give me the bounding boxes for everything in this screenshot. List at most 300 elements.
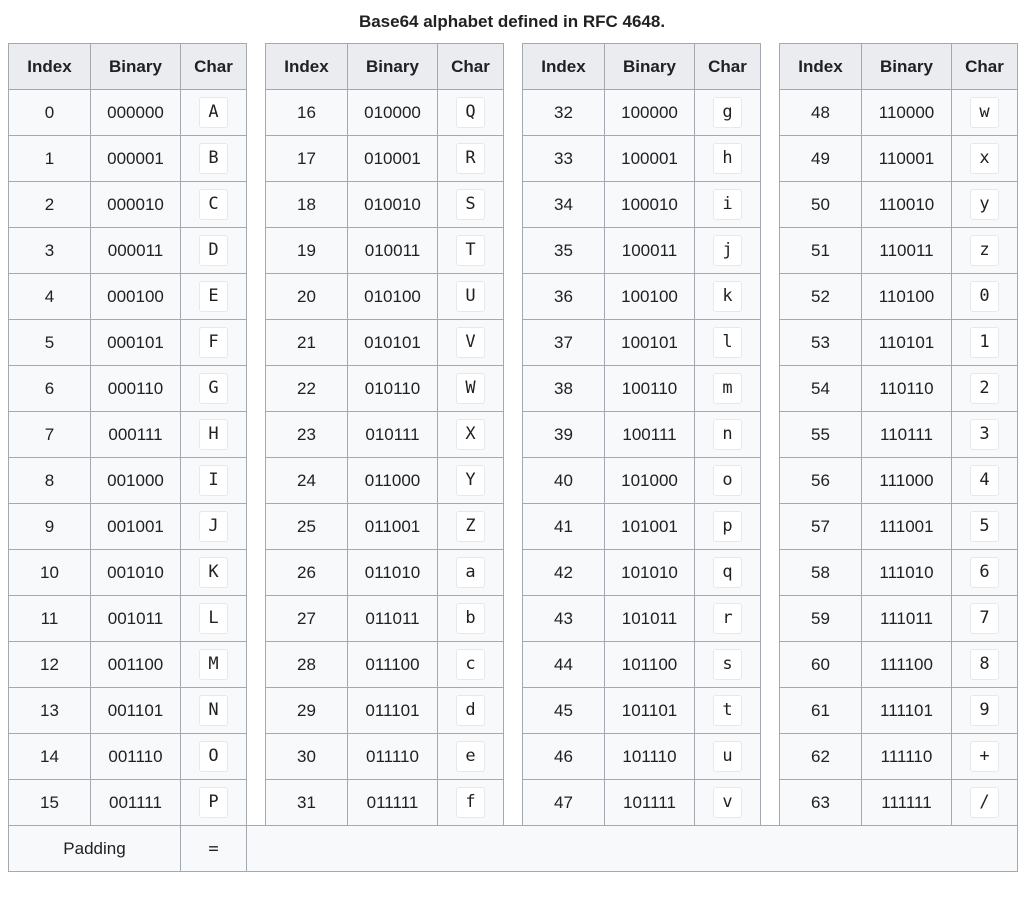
binary-cell: 110111 xyxy=(862,412,952,458)
spacer-cell xyxy=(761,320,780,366)
index-cell: 63 xyxy=(780,780,862,826)
index-cell: 39 xyxy=(523,412,605,458)
char-box: 0 xyxy=(970,281,998,312)
index-cell: 57 xyxy=(780,504,862,550)
spacer-cell xyxy=(247,780,266,826)
index-cell: 31 xyxy=(266,780,348,826)
spacer-cell xyxy=(504,274,523,320)
char-cell xyxy=(181,228,247,274)
binary-cell: 111001 xyxy=(862,504,952,550)
char-box: r xyxy=(713,603,741,634)
binary-cell: 010000 xyxy=(348,90,438,136)
index-cell: 46 xyxy=(523,734,605,780)
spacer-cell xyxy=(247,182,266,228)
header-char: Char xyxy=(181,44,247,90)
index-cell: 35 xyxy=(523,228,605,274)
char-box: 2 xyxy=(970,373,998,404)
char-cell xyxy=(695,688,761,734)
binary-cell: 011110 xyxy=(348,734,438,780)
index-cell: 20 xyxy=(266,274,348,320)
spacer-cell xyxy=(761,274,780,320)
char-box: h xyxy=(713,143,741,174)
char-box: c xyxy=(456,649,484,680)
char-cell xyxy=(952,136,1018,182)
table-row xyxy=(9,458,1018,504)
binary-cell: 001010 xyxy=(91,550,181,596)
char-box: E xyxy=(199,281,227,312)
char-box: i xyxy=(713,189,741,220)
binary-cell: 001100 xyxy=(91,642,181,688)
binary-cell: 110101 xyxy=(862,320,952,366)
char-cell xyxy=(438,734,504,780)
spacer-cell xyxy=(247,734,266,780)
binary-cell: 001110 xyxy=(91,734,181,780)
table-caption: Base64 alphabet defined in RFC 4648. xyxy=(358,12,666,31)
spacer-cell xyxy=(504,688,523,734)
char-cell xyxy=(438,320,504,366)
index-cell: 58 xyxy=(780,550,862,596)
table-row xyxy=(9,734,1018,780)
char-box: u xyxy=(713,741,741,772)
header-char: Char xyxy=(438,44,504,90)
char-cell xyxy=(181,596,247,642)
index-cell: 62 xyxy=(780,734,862,780)
header-row xyxy=(9,44,1018,90)
char-cell xyxy=(438,136,504,182)
binary-cell: 111010 xyxy=(862,550,952,596)
char-cell xyxy=(952,412,1018,458)
char-cell xyxy=(695,504,761,550)
binary-cell: 100101 xyxy=(605,320,695,366)
char-box: D xyxy=(199,235,227,266)
binary-cell: 011010 xyxy=(348,550,438,596)
spacer-cell xyxy=(504,320,523,366)
char-box: d xyxy=(456,695,484,726)
char-cell xyxy=(181,642,247,688)
index-cell: 7 xyxy=(9,412,91,458)
padding-row xyxy=(9,826,1018,872)
char-cell xyxy=(952,182,1018,228)
index-cell: 47 xyxy=(523,780,605,826)
binary-cell: 001000 xyxy=(91,458,181,504)
index-cell: 60 xyxy=(780,642,862,688)
table-row xyxy=(9,504,1018,550)
char-cell xyxy=(181,182,247,228)
binary-cell: 010111 xyxy=(348,412,438,458)
char-cell xyxy=(695,228,761,274)
char-box: B xyxy=(199,143,227,174)
spacer-cell xyxy=(504,44,523,90)
char-cell xyxy=(438,228,504,274)
char-cell xyxy=(695,274,761,320)
char-box: L xyxy=(199,603,227,634)
char-box: Y xyxy=(456,465,484,496)
index-cell: 23 xyxy=(266,412,348,458)
binary-cell: 001101 xyxy=(91,688,181,734)
binary-cell: 010110 xyxy=(348,366,438,412)
header-binary: Binary xyxy=(605,44,695,90)
index-cell: 29 xyxy=(266,688,348,734)
binary-cell: 001111 xyxy=(91,780,181,826)
char-cell xyxy=(952,734,1018,780)
binary-cell: 110100 xyxy=(862,274,952,320)
char-box: n xyxy=(713,419,741,450)
binary-cell: 010100 xyxy=(348,274,438,320)
char-cell xyxy=(438,688,504,734)
table-row xyxy=(9,366,1018,412)
char-box: j xyxy=(713,235,741,266)
table-row xyxy=(9,136,1018,182)
index-cell: 16 xyxy=(266,90,348,136)
char-box: v xyxy=(713,787,741,818)
index-cell: 30 xyxy=(266,734,348,780)
index-cell: 5 xyxy=(9,320,91,366)
spacer-cell xyxy=(504,504,523,550)
header-binary: Binary xyxy=(91,44,181,90)
char-box: 9 xyxy=(970,695,998,726)
char-box: P xyxy=(199,787,227,818)
binary-cell: 100011 xyxy=(605,228,695,274)
table-row xyxy=(9,596,1018,642)
spacer-cell xyxy=(247,228,266,274)
spacer-cell xyxy=(247,274,266,320)
char-cell xyxy=(438,780,504,826)
spacer-cell xyxy=(761,366,780,412)
char-cell xyxy=(695,642,761,688)
header-binary: Binary xyxy=(348,44,438,90)
spacer-cell xyxy=(761,228,780,274)
binary-cell: 101010 xyxy=(605,550,695,596)
spacer-cell xyxy=(247,504,266,550)
binary-cell: 010010 xyxy=(348,182,438,228)
binary-cell: 111100 xyxy=(862,642,952,688)
index-cell: 0 xyxy=(9,90,91,136)
char-cell xyxy=(181,136,247,182)
char-cell xyxy=(695,366,761,412)
index-cell: 40 xyxy=(523,458,605,504)
binary-cell: 100001 xyxy=(605,136,695,182)
char-box: p xyxy=(713,511,741,542)
binary-cell: 000000 xyxy=(91,90,181,136)
index-cell: 42 xyxy=(523,550,605,596)
binary-cell: 111110 xyxy=(862,734,952,780)
index-cell: 33 xyxy=(523,136,605,182)
table-row xyxy=(9,642,1018,688)
binary-cell: 001011 xyxy=(91,596,181,642)
index-cell: 22 xyxy=(266,366,348,412)
char-cell xyxy=(952,320,1018,366)
spacer-cell xyxy=(247,320,266,366)
padding-char: = xyxy=(208,838,219,859)
char-cell xyxy=(695,412,761,458)
spacer-cell xyxy=(761,550,780,596)
binary-cell: 011000 xyxy=(348,458,438,504)
binary-cell: 101101 xyxy=(605,688,695,734)
binary-cell: 011111 xyxy=(348,780,438,826)
binary-cell: 100110 xyxy=(605,366,695,412)
index-cell: 27 xyxy=(266,596,348,642)
char-box: R xyxy=(456,143,484,174)
header-index: Index xyxy=(523,44,605,90)
char-box: G xyxy=(199,373,227,404)
char-box: 7 xyxy=(970,603,998,634)
char-cell xyxy=(181,412,247,458)
index-cell: 53 xyxy=(780,320,862,366)
binary-cell: 011011 xyxy=(348,596,438,642)
binary-cell: 100010 xyxy=(605,182,695,228)
char-box: 6 xyxy=(970,557,998,588)
index-cell: 1 xyxy=(9,136,91,182)
char-box: a xyxy=(456,557,484,588)
char-cell xyxy=(181,504,247,550)
char-cell xyxy=(438,642,504,688)
char-cell xyxy=(695,780,761,826)
char-box: f xyxy=(456,787,484,818)
binary-cell: 111111 xyxy=(862,780,952,826)
char-cell xyxy=(438,550,504,596)
char-box: m xyxy=(713,373,741,404)
char-box: M xyxy=(199,649,227,680)
char-cell xyxy=(181,550,247,596)
char-box: O xyxy=(199,741,227,772)
index-cell: 52 xyxy=(780,274,862,320)
index-cell: 21 xyxy=(266,320,348,366)
char-box: + xyxy=(970,741,998,772)
index-cell: 24 xyxy=(266,458,348,504)
char-box: Q xyxy=(456,97,484,128)
char-box: W xyxy=(456,373,484,404)
table-row xyxy=(9,550,1018,596)
char-box: g xyxy=(713,97,741,128)
spacer-cell xyxy=(761,642,780,688)
index-cell: 36 xyxy=(523,274,605,320)
spacer-cell xyxy=(504,182,523,228)
char-cell xyxy=(695,182,761,228)
char-cell xyxy=(695,596,761,642)
char-cell xyxy=(695,550,761,596)
char-box: H xyxy=(199,419,227,450)
index-cell: 37 xyxy=(523,320,605,366)
binary-cell: 000110 xyxy=(91,366,181,412)
index-cell: 10 xyxy=(9,550,91,596)
index-cell: 13 xyxy=(9,688,91,734)
spacer-cell xyxy=(761,44,780,90)
index-cell: 51 xyxy=(780,228,862,274)
char-box: 5 xyxy=(970,511,998,542)
char-cell xyxy=(438,504,504,550)
index-cell: 41 xyxy=(523,504,605,550)
char-cell xyxy=(181,780,247,826)
char-cell xyxy=(181,90,247,136)
spacer-cell xyxy=(504,780,523,826)
index-cell: 15 xyxy=(9,780,91,826)
char-cell xyxy=(952,274,1018,320)
char-box: U xyxy=(456,281,484,312)
spacer-cell xyxy=(761,734,780,780)
binary-cell: 100000 xyxy=(605,90,695,136)
binary-cell: 000001 xyxy=(91,136,181,182)
index-cell: 54 xyxy=(780,366,862,412)
index-cell: 28 xyxy=(266,642,348,688)
index-cell: 55 xyxy=(780,412,862,458)
index-cell: 18 xyxy=(266,182,348,228)
spacer-cell xyxy=(247,366,266,412)
index-cell: 59 xyxy=(780,596,862,642)
char-box: w xyxy=(970,97,998,128)
char-box: V xyxy=(456,327,484,358)
table-row xyxy=(9,90,1018,136)
spacer-cell xyxy=(504,642,523,688)
char-box: z xyxy=(970,235,998,266)
spacer-cell xyxy=(504,596,523,642)
char-cell xyxy=(952,458,1018,504)
index-cell: 56 xyxy=(780,458,862,504)
spacer-cell xyxy=(247,596,266,642)
table-row xyxy=(9,688,1018,734)
index-cell: 2 xyxy=(9,182,91,228)
char-cell xyxy=(952,366,1018,412)
binary-cell: 111011 xyxy=(862,596,952,642)
header-index: Index xyxy=(780,44,862,90)
table-row xyxy=(9,228,1018,274)
char-box: t xyxy=(713,695,741,726)
char-box: K xyxy=(199,557,227,588)
index-cell: 61 xyxy=(780,688,862,734)
char-cell xyxy=(181,320,247,366)
binary-cell: 101110 xyxy=(605,734,695,780)
index-cell: 34 xyxy=(523,182,605,228)
index-cell: 14 xyxy=(9,734,91,780)
spacer-cell xyxy=(247,688,266,734)
char-box: Z xyxy=(456,511,484,542)
char-cell xyxy=(438,412,504,458)
index-cell: 32 xyxy=(523,90,605,136)
index-cell: 9 xyxy=(9,504,91,550)
spacer-cell xyxy=(504,366,523,412)
index-cell: 4 xyxy=(9,274,91,320)
index-cell: 19 xyxy=(266,228,348,274)
header-index: Index xyxy=(9,44,91,90)
base64-alphabet-table xyxy=(8,43,1018,872)
binary-cell: 000010 xyxy=(91,182,181,228)
char-box: X xyxy=(456,419,484,450)
char-box: k xyxy=(713,281,741,312)
char-cell xyxy=(181,734,247,780)
binary-cell: 001001 xyxy=(91,504,181,550)
char-box: C xyxy=(199,189,227,220)
spacer-cell xyxy=(761,780,780,826)
spacer-cell xyxy=(761,412,780,458)
char-cell xyxy=(181,274,247,320)
char-box: 4 xyxy=(970,465,998,496)
binary-cell: 110010 xyxy=(862,182,952,228)
char-cell xyxy=(438,90,504,136)
char-cell xyxy=(952,596,1018,642)
spacer-cell xyxy=(247,90,266,136)
char-cell xyxy=(952,642,1018,688)
spacer-cell xyxy=(504,90,523,136)
char-box: S xyxy=(456,189,484,220)
binary-cell: 110001 xyxy=(862,136,952,182)
index-cell: 38 xyxy=(523,366,605,412)
spacer-cell xyxy=(761,90,780,136)
char-cell xyxy=(438,366,504,412)
spacer-cell xyxy=(247,412,266,458)
index-cell: 3 xyxy=(9,228,91,274)
table-row xyxy=(9,274,1018,320)
index-cell: 44 xyxy=(523,642,605,688)
header-char: Char xyxy=(952,44,1018,90)
spacer-cell xyxy=(761,596,780,642)
spacer-cell xyxy=(247,458,266,504)
spacer-cell xyxy=(761,136,780,182)
table-row xyxy=(9,412,1018,458)
char-cell xyxy=(438,458,504,504)
spacer-cell xyxy=(504,550,523,596)
binary-cell: 111000 xyxy=(862,458,952,504)
index-cell: 43 xyxy=(523,596,605,642)
spacer-cell xyxy=(247,136,266,182)
char-cell xyxy=(695,320,761,366)
char-cell xyxy=(695,90,761,136)
table-body xyxy=(9,90,1018,872)
binary-cell: 101001 xyxy=(605,504,695,550)
char-box: y xyxy=(970,189,998,220)
binary-cell: 100111 xyxy=(605,412,695,458)
binary-cell: 000011 xyxy=(91,228,181,274)
spacer-cell xyxy=(247,550,266,596)
binary-cell: 111101 xyxy=(862,688,952,734)
char-box: F xyxy=(199,327,227,358)
index-cell: 45 xyxy=(523,688,605,734)
char-cell xyxy=(181,458,247,504)
binary-cell: 011101 xyxy=(348,688,438,734)
char-box: x xyxy=(970,143,998,174)
header-index: Index xyxy=(266,44,348,90)
char-cell xyxy=(695,458,761,504)
spacer-cell xyxy=(247,642,266,688)
padding-char-cell xyxy=(181,826,247,872)
table-head xyxy=(9,44,1018,90)
spacer-cell xyxy=(504,136,523,182)
index-cell: 50 xyxy=(780,182,862,228)
spacer-cell xyxy=(504,412,523,458)
spacer-cell xyxy=(761,182,780,228)
binary-cell: 011001 xyxy=(348,504,438,550)
char-box: q xyxy=(713,557,741,588)
index-cell: 12 xyxy=(9,642,91,688)
index-cell: 11 xyxy=(9,596,91,642)
char-cell xyxy=(438,274,504,320)
spacer-cell xyxy=(504,734,523,780)
index-cell: 17 xyxy=(266,136,348,182)
spacer-cell xyxy=(761,688,780,734)
char-cell xyxy=(952,688,1018,734)
binary-cell: 101111 xyxy=(605,780,695,826)
char-cell xyxy=(952,504,1018,550)
index-cell: 6 xyxy=(9,366,91,412)
char-box: s xyxy=(713,649,741,680)
spacer-cell xyxy=(761,504,780,550)
spacer-cell xyxy=(504,228,523,274)
padding-label-cell: Padding xyxy=(9,826,181,872)
binary-cell: 110011 xyxy=(862,228,952,274)
char-cell xyxy=(695,136,761,182)
char-cell xyxy=(181,688,247,734)
char-box: I xyxy=(199,465,227,496)
spacer-cell xyxy=(504,458,523,504)
binary-cell: 101000 xyxy=(605,458,695,504)
